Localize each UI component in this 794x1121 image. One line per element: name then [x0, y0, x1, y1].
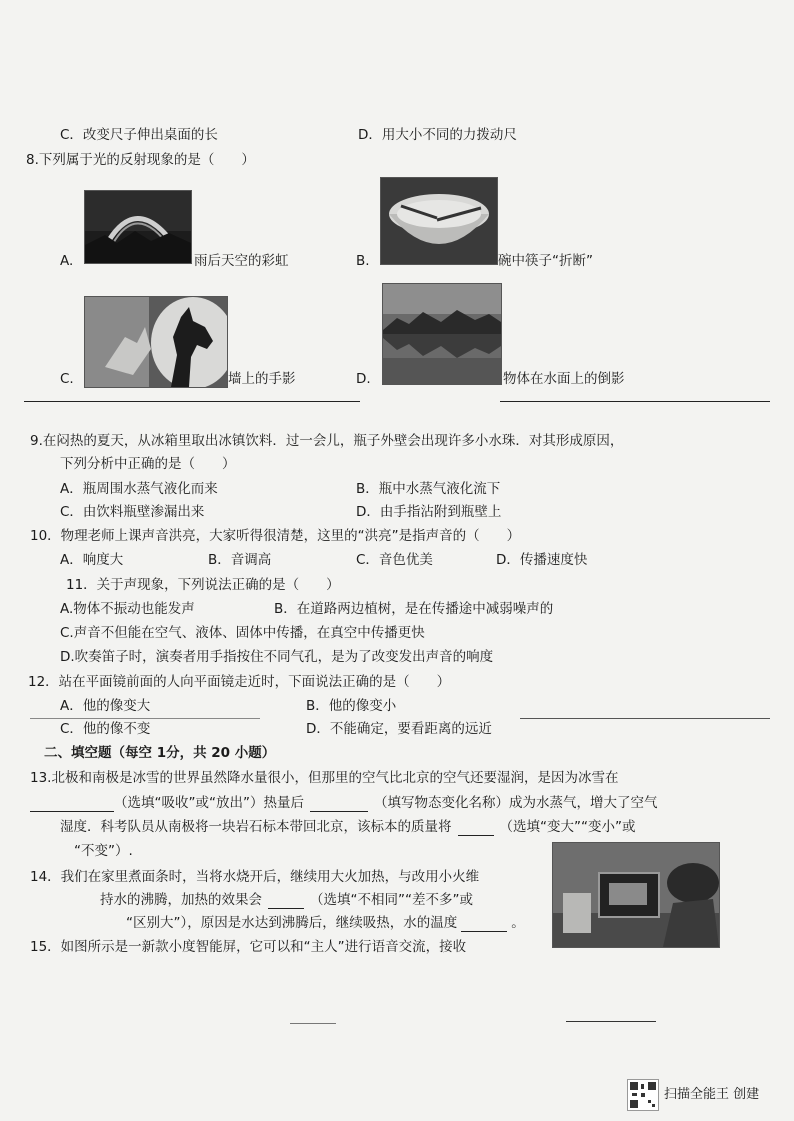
q11-option-c: C.声音不但能在空气、液体、固体中传播，在真空中传播更快 — [60, 625, 425, 641]
fill-blank[interactable] — [461, 931, 507, 932]
fill-blank[interactable] — [458, 835, 494, 836]
hand-shadow-photo — [84, 296, 228, 388]
q10-option-a: A．响度大 — [60, 552, 124, 568]
watermark-text: 扫描全能王 创建 — [664, 1087, 760, 1102]
divider-line — [520, 718, 770, 719]
divider-line — [290, 1023, 336, 1024]
q8-option-a-caption: 雨后天空的彩虹 — [194, 253, 289, 269]
q14-line3-text-b: 。 — [511, 915, 525, 931]
q13-line2 — [30, 794, 657, 812]
q8-option-c-caption: 墙上的手影 — [228, 371, 296, 387]
q8-option-b-caption: 碗中筷子“折断” — [498, 253, 593, 269]
q15-line1: 15．如图所示是一新款小度智能屏，它可以和“主人”进行语音交流，接收 — [30, 939, 467, 955]
bowl-chopsticks-photo — [380, 177, 498, 265]
q10-option-b: B．音调高 — [208, 552, 272, 568]
q14-line2-text-a: 持水的沸腾，加热的效果会 — [100, 892, 262, 908]
q9-option-c: C．由饮料瓶壁渗漏出来 — [60, 504, 205, 520]
q14-line2 — [100, 891, 473, 909]
q11-option-d: D.吹奏笛子时，演奏者用手指按住不同气孔，是为了改变发出声音的响度 — [60, 649, 494, 665]
q13-line2-text-a: （选填“吸收”或“放出”）热量后 — [114, 795, 304, 811]
q14-line3-text-a: “区别大”），原因是水达到沸腾后，继续吸热，水的温度 — [126, 915, 458, 931]
q8-option-d-letter: D. — [356, 371, 371, 387]
section-2-title: 二、填空题（每空 1分，共 20 小题） — [44, 745, 276, 761]
smart-screen-photo — [552, 842, 720, 948]
q9-stem-line1: 9.在闷热的夏天，从冰箱里取出冰镇饮料．过一会儿，瓶子外壁会出现许多小水珠．对其形成原因， — [30, 433, 624, 449]
q8-option-c-letter: C. — [60, 371, 74, 387]
q13-line1: 13.北极和南极是冰雪的世界虽然降水量很小，但那里的空气比北京的空气还要湿润，是因为冰雪在 — [30, 770, 619, 786]
q7-option-d: D．用大小不同的力拨动尺 — [358, 127, 517, 143]
q10-stem: 10．物理老师上课声音洪亮，大家听得很清楚，这里的“洪亮”是指声音的（ ） — [30, 528, 521, 544]
q14-line1: 14．我们在家里煮面条时，当将水烧开后，继续用大火加热，与改用小火维 — [30, 869, 480, 885]
q7-option-c: C．改变尺子伸出桌面的长 — [60, 127, 218, 143]
q13-line3-text-b: （选填“变大”“变小”或 — [499, 819, 636, 835]
q13-line3-text-a: 湿度．科考队员从南极将一块岩石标本带回北京，该标本的质量将 — [60, 819, 452, 835]
q14-line3 — [126, 914, 525, 932]
q12-option-a: A．他的像变大 — [60, 698, 151, 714]
q8-option-b-letter: B. — [356, 253, 370, 269]
q12-option-b: B．他的像变小 — [306, 698, 397, 714]
q13-line2-text-b: （填写物态变化名称）成为水蒸气，增大了空气 — [373, 795, 658, 811]
qr-code-logo — [627, 1079, 659, 1111]
rainbow-photo — [84, 190, 192, 264]
q11-option-b: B．在道路两边植树，是在传播途中减弱噪声的 — [274, 601, 554, 617]
fill-blank[interactable] — [310, 811, 368, 812]
divider-line — [24, 401, 360, 402]
q10-option-d: D．传播速度快 — [496, 552, 588, 568]
water-reflection-photo — [382, 283, 502, 385]
q12-option-d: D．不能确定，要看距离的远近 — [306, 721, 492, 737]
q13-line3 — [30, 818, 635, 836]
q9-option-a: A．瓶周围水蒸气液化而来 — [60, 481, 218, 497]
q11-option-a: A.物体不振动也能发声 — [60, 601, 195, 617]
fill-blank[interactable] — [30, 811, 114, 812]
q8-option-a-letter: A. — [60, 253, 74, 269]
divider-line — [566, 1021, 656, 1022]
q11-stem: 11．关于声现象，下列说法正确的是（ ） — [66, 577, 340, 593]
divider-line — [30, 718, 260, 719]
q9-stem-line2: 下列分析中正确的是（ ） — [60, 456, 236, 472]
divider-line — [500, 401, 770, 402]
fill-blank[interactable] — [268, 908, 304, 909]
q9-option-d: D．由手指沾附到瓶壁上 — [356, 504, 502, 520]
q14-line2-text-b: （选填“不相同”“差不多”或 — [310, 892, 473, 908]
q8-stem: 8.下列属于光的反射现象的是（ ） — [26, 152, 255, 168]
q10-option-c: C．音色优美 — [356, 552, 433, 568]
q13-line4: “不变”）. — [74, 843, 133, 859]
q8-option-d-caption: 物体在水面上的倒影 — [503, 371, 625, 387]
q12-stem: 12．站在平面镜前面的人向平面镜走近时，下面说法正确的是（ ） — [28, 674, 451, 690]
q9-option-b: B．瓶中水蒸气液化流下 — [356, 481, 501, 497]
q12-option-c: C．他的像不变 — [60, 721, 151, 737]
